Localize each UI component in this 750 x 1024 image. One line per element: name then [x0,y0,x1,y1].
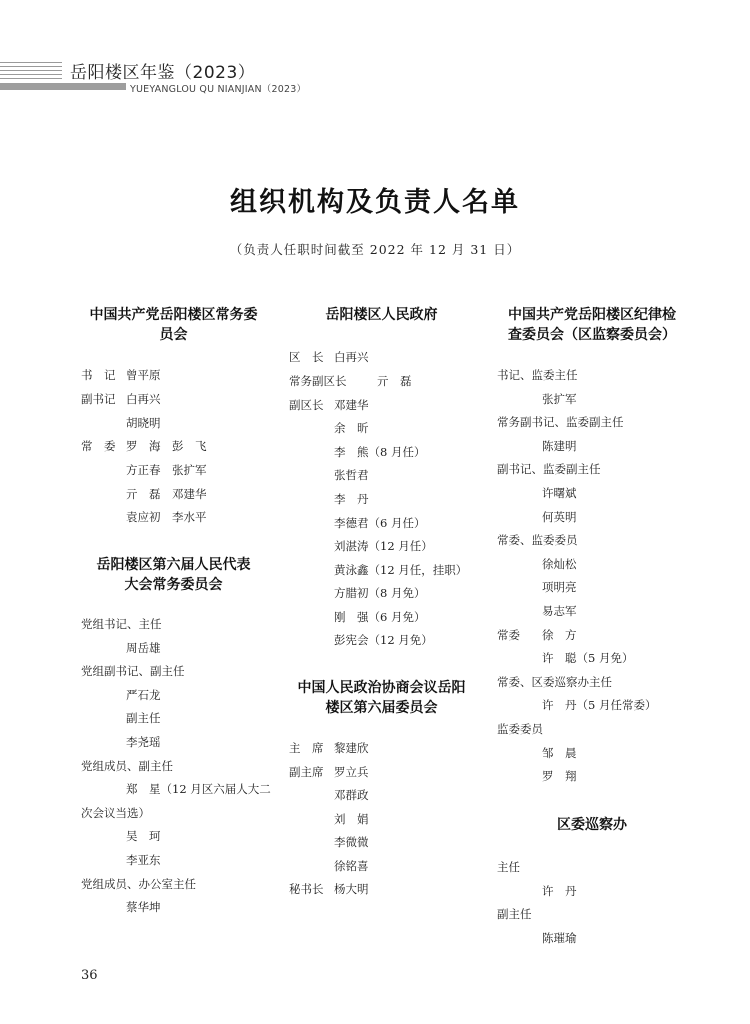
list-item: 主任 [497,860,520,874]
list-item: 徐铭喜 [334,859,369,873]
list-item: 周岳雄 [126,641,161,655]
list-item: 副主任 [126,711,161,725]
section-title-cppcc: 中国人民政治协商会议岳阳 楼区第六届委员会 [297,680,466,716]
list-item: 李微微 [334,835,369,849]
list-item: 张哲君 [334,468,369,482]
list-item: 徐灿松 [542,557,577,571]
list-item: 亓 磊 邓建华 [126,487,207,501]
list-item: 党组书记、主任 [81,617,162,631]
list-item: 刘湛涛（12 月任） [334,539,433,553]
list-item: 秘书长 杨大明 [289,882,369,896]
list-item: 主 席 黎建欣 [289,741,369,755]
header-bar [0,83,126,90]
section-title-discipline-commission: 中国共产党岳阳楼区纪律检 查委员会（区监察委员会） [508,307,676,343]
list-item: 副书记、监委副主任 [497,462,601,476]
list-item: 许 丹（5 月任常委） [542,698,657,712]
list-item: 严石龙 [126,688,161,702]
list-item: 次会议当选） [81,806,150,820]
list-item: 副书记 白再兴 [81,392,161,406]
list-item: 胡晓明 [126,416,161,430]
list-item: 副区长 邓建华 [289,398,369,412]
list-item: 方腊初（8 月免） [334,586,426,600]
list-item: 袁应初 李水平 [126,510,207,524]
list-item: 常 委 罗 海 彭 飞 [81,439,207,453]
section-title-peoples-congress: 岳阳楼区第六届人民代表 大会常务委员会 [96,557,251,593]
list-item: 李德君（6 月任） [334,516,426,530]
list-item: 许 聪（5 月免） [542,651,634,665]
list-item: 彭宪会（12 月免） [334,633,433,647]
list-item: 书 记 曾平原 [81,368,161,382]
page-title: 组织机构及负责人名单 [230,187,520,218]
list-item: 常务副区长 亓 磊 [289,374,412,388]
header-title: 岳阳楼区年鉴（2023） [70,63,256,83]
header-subtitle: YUEYANGLOU QU NIANJIAN（2023） [130,84,307,95]
list-item: 李 丹 [334,492,369,506]
list-item: 刚 强（6 月免） [334,610,426,624]
list-item: 张扩军 [542,392,577,406]
list-item: 蔡华坤 [126,900,161,914]
list-item: 党组成员、副主任 [81,759,173,773]
list-item: 常委 徐 方 [497,628,577,642]
list-item: 方正春 张扩军 [126,463,207,477]
list-item: 监委委员 [497,722,543,736]
list-item: 黄泳鑫（12 月任，挂职） [334,563,468,577]
list-item: 常委、监委委员 [497,533,578,547]
page-number: 36 [81,968,98,983]
list-item: 许曙斌 [542,486,577,500]
list-item: 余 昕 [334,421,369,435]
list-item: 党组副书记、副主任 [81,664,185,678]
list-item: 项明亮 [542,580,577,594]
section-title-inspection-office: 区委巡察办 [557,817,627,833]
list-item: 李亚东 [126,853,161,867]
list-item: 常委、区委巡察办主任 [497,675,612,689]
list-item: 何英明 [542,510,577,524]
list-item: 陈璀瑜 [542,931,577,945]
list-item: 常务副书记、监委副主任 [497,415,624,429]
list-item: 陈建明 [542,439,577,453]
section-title-standing-committee: 中国共产党岳阳楼区常务委 员会 [89,307,258,343]
list-item: 吴 珂 [126,829,161,843]
list-item: 书记、监委主任 [497,368,578,382]
list-item: 易志军 [542,604,577,618]
list-item: 副主任 [497,907,532,921]
list-item: 郑 星（12 月区六届人大二 [126,782,271,796]
list-item: 邓群政 [334,788,369,802]
list-item: 罗 翔 [542,769,577,783]
list-item: 许 丹 [542,884,577,898]
list-item: 刘 娟 [334,812,369,826]
list-item: 李 熊（8 月任） [334,445,426,459]
list-item: 党组成员、办公室主任 [81,877,196,891]
list-item: 邹 晨 [542,746,577,760]
list-item: 区 长 白再兴 [289,350,369,364]
section-title-government: 岳阳楼区人民政府 [325,307,438,323]
page-subtitle: （负责人任职时间截至 2022 年 12 月 31 日） [229,242,521,257]
list-item: 副主席 罗立兵 [289,765,369,779]
list-item: 李尧瑶 [126,735,161,749]
